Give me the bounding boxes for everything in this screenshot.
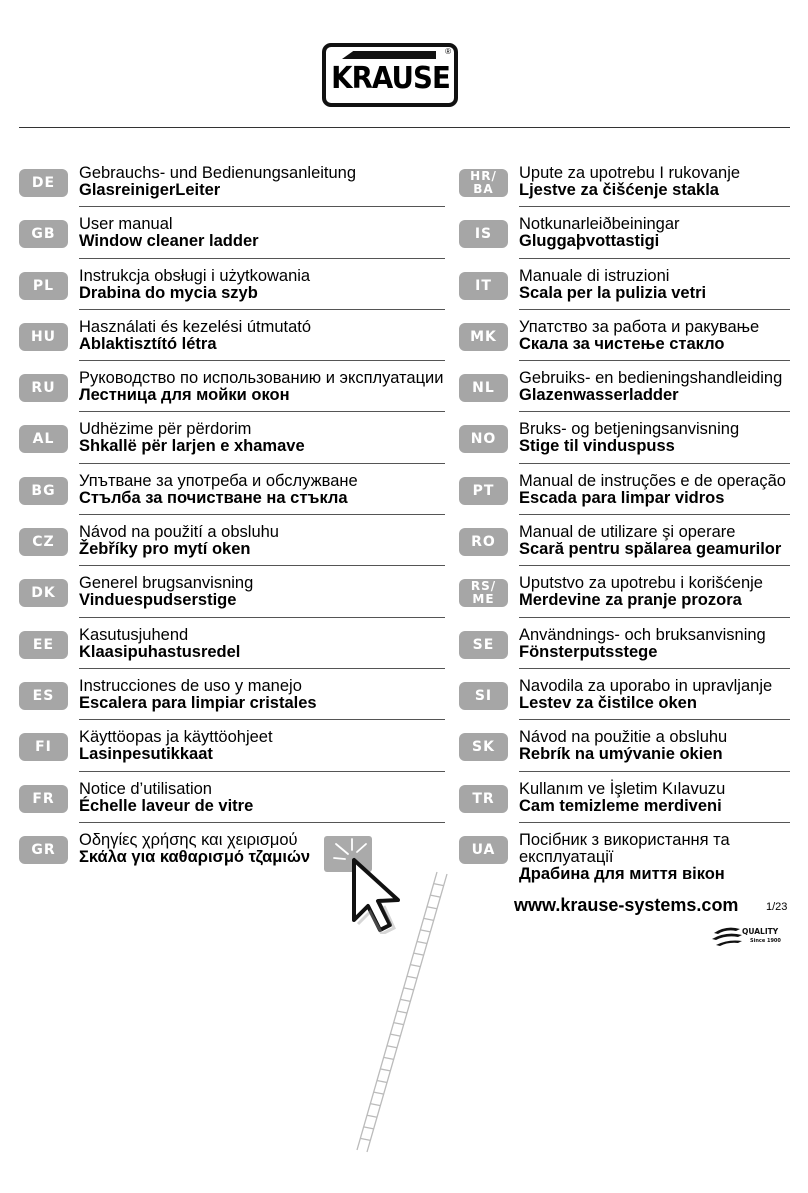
- row-divider: [519, 206, 790, 207]
- language-code-badge: PL: [19, 272, 68, 300]
- manual-title-line-2: експлуатації: [519, 847, 614, 866]
- row-divider: [79, 719, 445, 720]
- language-entry-si: [459, 675, 790, 726]
- ladder-rung: [407, 976, 417, 978]
- language-code-badge: GB: [19, 220, 68, 248]
- manual-title: Οδηγίες χρήσης και χειρισμού: [79, 830, 298, 849]
- manual-title: Руководство по использованию и эксплуатации: [79, 369, 444, 388]
- quality-since: Since 1900: [750, 938, 781, 944]
- language-entry-text: [519, 781, 790, 815]
- ladder-rung: [400, 999, 410, 1001]
- row-divider: [519, 360, 790, 361]
- row-divider: [79, 565, 445, 566]
- language-code-badge: SE: [459, 631, 508, 659]
- ladder-rung: [424, 918, 434, 920]
- code-line-2: BA: [473, 182, 494, 196]
- right-language-column: [459, 162, 790, 889]
- language-entry-ua: [459, 829, 790, 889]
- ladder-rung: [404, 988, 414, 990]
- ladder-rung: [390, 1034, 400, 1036]
- product-name: Merdevine za pranje prozora: [519, 591, 742, 610]
- language-entry-es: [19, 675, 445, 726]
- manual-title: Gebruiks- en bedieningshandleiding: [519, 369, 783, 388]
- manual-title: Instrukcja obsługi i użytkowania: [79, 266, 311, 285]
- krause-logo: [322, 43, 458, 107]
- product-name: Скала за чистење стакло: [519, 334, 725, 353]
- language-entry-text: [79, 319, 445, 353]
- ladder-rung: [387, 1046, 397, 1048]
- language-entry-de: [19, 162, 445, 213]
- product-name: Vinduespudserstige: [79, 591, 237, 610]
- ladder-rung: [394, 1023, 404, 1025]
- language-entry-bg: [19, 470, 445, 521]
- manual-title: Упътване за употреба и обслужване: [79, 471, 358, 490]
- product-name: Shkallë për larjen e xhamave: [79, 437, 305, 456]
- language-entry-se: [459, 624, 790, 675]
- row-divider: [519, 258, 790, 259]
- language-entry-text: [519, 524, 790, 558]
- product-name: Drabina do mycia szyb: [79, 283, 258, 302]
- manual-title: Manual de instruções e de operação: [519, 471, 786, 490]
- product-name: Cam temizleme merdiveni: [519, 796, 722, 815]
- language-code-badge: IS: [459, 220, 508, 248]
- product-name: Lasinpesutikkaat: [79, 745, 213, 764]
- language-entry-text: [79, 524, 445, 558]
- row-divider: [79, 360, 445, 361]
- ladder-rung: [384, 1057, 394, 1059]
- product-name: GlasreinigerLeiter: [79, 181, 221, 199]
- language-code-badge: DK: [19, 579, 68, 607]
- row-divider: [519, 463, 790, 464]
- product-name: Rebrík na umývanie okien: [519, 745, 723, 764]
- language-entry-gb: [19, 213, 445, 264]
- row-divider: [519, 771, 790, 772]
- row-divider: [79, 411, 445, 412]
- code-line-2: ME: [472, 592, 495, 607]
- language-entry-text: [79, 729, 445, 763]
- product-name: Échelle laveur de vitre: [79, 796, 254, 815]
- logo-text: KRAUSE: [331, 61, 450, 96]
- language-entry-text: [79, 627, 445, 661]
- language-code-badge: FI: [19, 733, 68, 761]
- ladder-rung: [380, 1069, 390, 1071]
- product-name: Lestev za čistilce oken: [519, 693, 697, 712]
- language-entry-text: [79, 165, 445, 199]
- language-code-badge: DE: [19, 169, 68, 197]
- row-divider: [519, 411, 790, 412]
- language-code-badge: MK: [459, 323, 508, 351]
- language-code-badge: ES: [19, 682, 68, 710]
- language-code-badge: TR: [459, 785, 508, 813]
- row-divider: [79, 309, 445, 310]
- manual-title: Manuale di istruzioni: [519, 266, 670, 285]
- product-name: Glazenwasserladder: [519, 386, 679, 405]
- language-code-badge: BG: [19, 477, 68, 505]
- language-code-badge: PT: [459, 477, 508, 505]
- language-entry-text: [79, 781, 445, 815]
- product-name: Стълба за почистване на стъкла: [79, 488, 348, 507]
- language-code-badge: GR: [19, 836, 68, 864]
- language-code-badge: NL: [459, 374, 508, 402]
- language-entry-text: [519, 216, 790, 250]
- language-entry-text: [519, 268, 790, 302]
- code-line-1: HR/: [470, 169, 497, 183]
- language-entry-nl: [459, 367, 790, 418]
- language-code-badge: HU: [19, 323, 68, 351]
- row-divider: [519, 668, 790, 669]
- manual-title: Uputstvo za upotrebu i korišćenje: [519, 574, 763, 593]
- manual-title: Navodila za uporabo in upravljanje: [519, 676, 773, 695]
- language-entry-text: [519, 575, 790, 609]
- quality-logo: [712, 923, 792, 947]
- language-entry-ru: [19, 367, 445, 418]
- language-code-badge: [459, 579, 508, 607]
- row-divider: [79, 771, 445, 772]
- row-divider: [519, 514, 790, 515]
- ladder-rung: [410, 965, 420, 967]
- language-entry-fr: [19, 778, 445, 829]
- language-entry-mk: [459, 316, 790, 367]
- product-name: Escada para limpar vidros: [519, 488, 725, 507]
- manual-title: Návod na použitie a obsluhu: [519, 728, 728, 747]
- product-name: Žebříky pro mytí oken: [79, 540, 251, 559]
- language-code-badge: RU: [19, 374, 68, 402]
- product-name: Ljestve za čišćenje stakla: [519, 181, 719, 199]
- language-entry-ro: [459, 521, 790, 572]
- manual-title: Udhëzime për përdorim: [79, 420, 252, 439]
- manual-title: Bruks- og betjeningsanvisning: [519, 420, 740, 439]
- language-entry-text: [79, 370, 445, 404]
- language-entry-text: [519, 319, 790, 353]
- language-code-badge: AL: [19, 425, 68, 453]
- product-name: Gluggaþvottastigi: [519, 232, 660, 251]
- language-entry-text: [79, 268, 445, 302]
- manual-title: User manual: [79, 215, 173, 234]
- product-name: Драбина для миття вікон: [519, 864, 725, 883]
- language-entry-hr-ba: [459, 162, 790, 213]
- language-code-badge: EE: [19, 631, 68, 659]
- language-entry-text: [79, 421, 445, 455]
- ladder-rung: [414, 953, 424, 955]
- left-language-column: [19, 162, 445, 889]
- language-entry-hu: [19, 316, 445, 367]
- language-code-badge: CZ: [19, 528, 68, 556]
- language-entry-is: [459, 213, 790, 264]
- row-divider: [79, 463, 445, 464]
- manual-title: Käyttöopas ja käyttöohjeet: [79, 728, 273, 747]
- cursor-click-icon: [322, 834, 408, 934]
- manual-title: Kullanım ve İşletim Kılavuzu: [519, 779, 726, 798]
- registered-mark: ®: [445, 47, 451, 56]
- language-entry-text: [519, 678, 790, 712]
- ladder-rung: [377, 1081, 387, 1083]
- quality-text: QUALITY: [742, 927, 779, 936]
- language-code-badge: [459, 169, 508, 197]
- row-divider: [79, 514, 445, 515]
- ladder-rung: [417, 942, 427, 944]
- language-entry-ee: [19, 624, 445, 675]
- language-entry-text: [519, 473, 790, 507]
- manual-title: Manual de utilizare şi operare: [519, 523, 736, 542]
- language-entry-fi: [19, 726, 445, 777]
- language-entry-text: [79, 473, 445, 507]
- ladder-rung: [427, 907, 437, 909]
- row-divider: [79, 668, 445, 669]
- row-divider: [79, 258, 445, 259]
- ladder-rung: [374, 1092, 384, 1094]
- product-name: Escalera para limpiar cristales: [79, 693, 317, 712]
- language-entry-text: [519, 627, 790, 661]
- product-name: Window cleaner ladder: [79, 232, 259, 251]
- row-divider: [79, 822, 445, 823]
- row-divider: [519, 617, 790, 618]
- language-entry-pl: [19, 265, 445, 316]
- top-divider: [19, 127, 790, 128]
- manual-title: Instrucciones de uso y manejo: [79, 676, 302, 695]
- manual-title: Generel brugsanvisning: [79, 574, 254, 593]
- language-entry-sk: [459, 726, 790, 777]
- language-code-badge: SI: [459, 682, 508, 710]
- language-entry-text: [79, 575, 445, 609]
- language-entry-text: [519, 165, 790, 199]
- manual-title: Kasutusjuhend: [79, 625, 189, 644]
- language-code-badge: SK: [459, 733, 508, 761]
- website-link[interactable]: www.krause-systems.com: [514, 895, 739, 915]
- language-code-badge: IT: [459, 272, 508, 300]
- ladder-rung: [370, 1104, 380, 1106]
- language-entry-text: [519, 729, 790, 763]
- manual-title: Посібник з використання та: [519, 830, 730, 849]
- ladder-rung: [364, 1127, 374, 1129]
- language-entry-no: [459, 418, 790, 469]
- language-code-badge: NO: [459, 425, 508, 453]
- manual-title: Notice d’utilisation: [79, 779, 212, 798]
- ladder-rung: [360, 1138, 370, 1140]
- row-divider: [519, 822, 790, 823]
- row-divider: [79, 617, 445, 618]
- product-name: Лестница для мойки окон: [79, 386, 290, 405]
- ladder-rung: [430, 895, 440, 897]
- manual-title: Návod na použití a obsluhu: [79, 523, 279, 542]
- product-name: Klaasipuhastusredel: [79, 642, 241, 661]
- language-entry-pt: [459, 470, 790, 521]
- product-name: Σκάλα για καθαρισμό τζαμιών: [79, 847, 311, 866]
- product-name: Scala per la pulizia vetri: [519, 283, 707, 302]
- language-code-badge: RO: [459, 528, 508, 556]
- row-divider: [519, 309, 790, 310]
- language-entry-dk: [19, 572, 445, 623]
- language-entry-rs-me: [459, 572, 790, 623]
- page-number: 1/23: [766, 901, 788, 913]
- language-code-badge: UA: [459, 836, 508, 864]
- row-divider: [79, 206, 445, 207]
- language-entry-text: [79, 216, 445, 250]
- language-entry-text: [519, 370, 790, 404]
- product-name: Ablaktisztító létra: [79, 334, 217, 353]
- product-name: Stige til vinduspuss: [519, 437, 675, 456]
- language-entry-tr: [459, 778, 790, 829]
- manual-title: Användnings- och bruksanvisning: [519, 625, 766, 644]
- manual-title: Notkunarleiðbeiningar: [519, 215, 680, 234]
- manual-title: Упатство за работа и ракување: [519, 317, 760, 336]
- language-entry-it: [459, 265, 790, 316]
- ladder-rung: [367, 1115, 377, 1117]
- language-entry-text: [519, 832, 790, 883]
- language-entry-text: [79, 678, 445, 712]
- language-entry-al: [19, 418, 445, 469]
- ladder-rung: [397, 1011, 407, 1013]
- language-code-badge: FR: [19, 785, 68, 813]
- manual-title: Upute za upotrebu I rukovanje: [519, 164, 741, 182]
- manual-title: Gebrauchs- und Bedienungsanleitung: [79, 164, 357, 182]
- manual-title: Használati és kezelési útmutató: [79, 317, 312, 336]
- product-name: Scară pentru spălarea geamurilor: [519, 540, 782, 559]
- row-divider: [519, 565, 790, 566]
- code-line-1: RS/: [470, 579, 497, 594]
- ladder-rung: [434, 884, 444, 886]
- language-entry-text: [519, 421, 790, 455]
- product-name: Fönsterputsstege: [519, 642, 658, 661]
- ladder-rung: [420, 930, 430, 932]
- logo-roof: [342, 51, 436, 59]
- row-divider: [519, 719, 790, 720]
- language-entry-cz: [19, 521, 445, 572]
